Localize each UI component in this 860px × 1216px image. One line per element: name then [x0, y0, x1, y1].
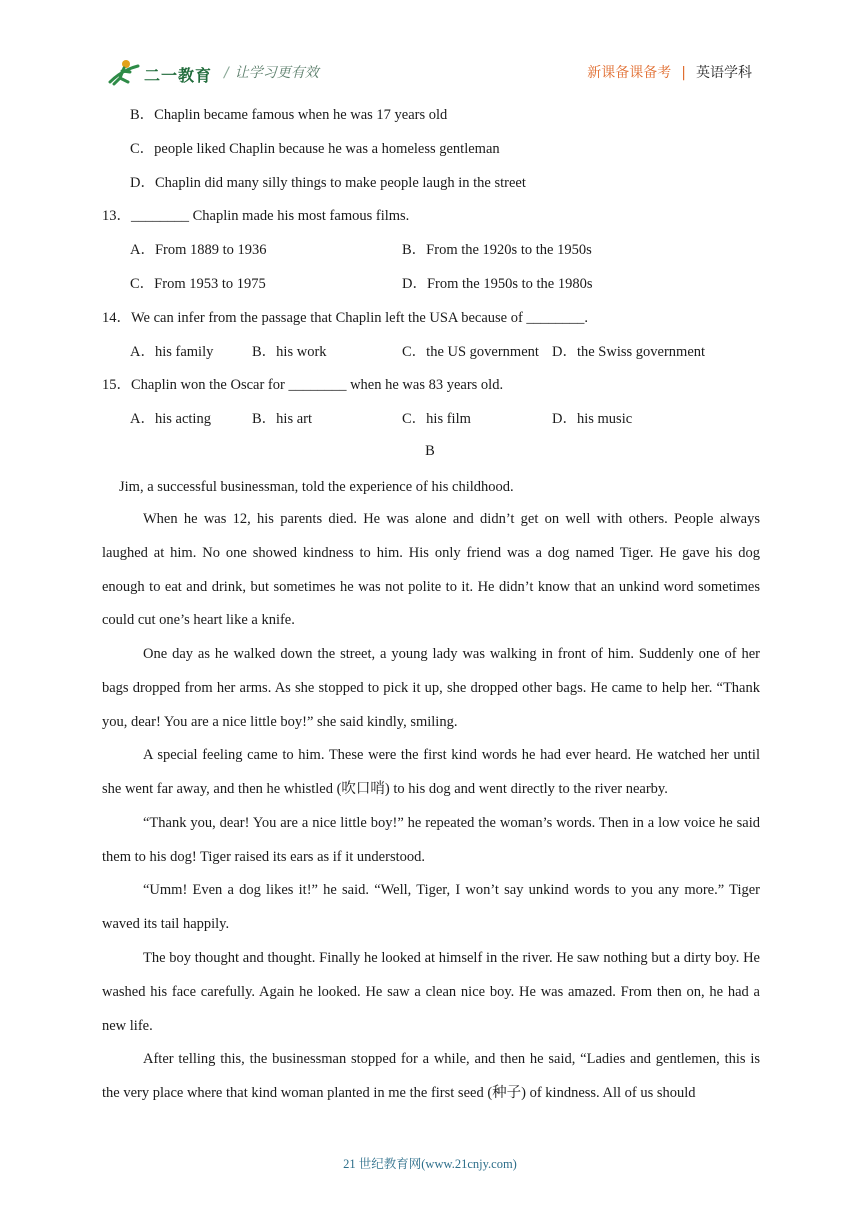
passage-paragraph: When he was 12, his parents died. He was alone and didn’t get on well with others. People always laughed at him. No one showed kindness to him. His only friend was a dog named Tiger. He gave his dog enough to eat and drink, but sometimes he was not polite to it. He didn’t know that an unkind word sometimes could cut one’s heart like a knife. [102, 511, 760, 629]
passage-paragraph: “Umm! Even a dog likes it!” he said. “Well, Tiger, I won’t say unkind words to you any more.” Tiger waved its tail happily. [102, 882, 760, 932]
q15-option-d: D．his music [552, 411, 633, 427]
q12-option-d: D．Chaplin did many silly things to make people laugh in the street [130, 175, 526, 191]
slogan-text: 让学习更有效 [234, 65, 319, 81]
q15-stem: 15．Chaplin won the Oscar for ________ when he was 83 years old. [102, 377, 504, 393]
passage-intro: Jim, a successful businessman, told the experience of his childhood. [119, 479, 514, 495]
passage-paragraph: “Thank you, dear! You are a nice little boy!” he repeated the woman’s words. Then in a low voice he said them to his dog! Tiger raised its ears as if it understood. [102, 815, 760, 865]
passage-paragraph: The boy thought and thought. Finally he looked at himself in the river. He saw nothing but a dirty boy. He washed his face carefully. Again he looked. He saw a clean nice boy. He was amazed. From then on, he had a new life. [102, 950, 760, 1034]
q13-option-d: D．From the 1950s to the 1980s [402, 276, 593, 292]
q13-option-c: C．From 1953 to 1975 [130, 276, 266, 292]
q14-stem: 14．We can infer from the passage that Chaplin left the USA because of ________. [102, 310, 589, 326]
q15-option-a: A．his acting [130, 411, 211, 427]
page-header [0, 0, 860, 96]
q14-option-c: C．the US government [402, 344, 539, 360]
q14-option-b: B．his work [252, 344, 327, 360]
passage-paragraph: One day as he walked down the street, a young lady was walking in front of him. Suddenly one of her bags dropped from her arms. As she stopped to pick it up, she dropped other bags. He came to help her. “Thank you, dear! You are a nice little boy!” she said kindly, smiling. [102, 646, 760, 730]
q15-option-b: B．his art [252, 411, 313, 427]
header-right [587, 62, 752, 82]
header-divider: | [681, 65, 686, 81]
logo-text: 二一教育 [144, 66, 213, 85]
q14-option-a: A．his family [130, 344, 214, 360]
q12-option-b: B．Chaplin became famous when he was 17 years old [130, 107, 448, 123]
header-subject-label: 英语学科 [696, 65, 752, 81]
section-b-heading: B [425, 443, 435, 459]
q13-option-b: B．From the 1920s to the 1950s [402, 242, 592, 258]
page-footer: 21 世纪教育网(www.21cnjy.com) [343, 1157, 517, 1171]
passage-paragraph: A special feeling came to him. These were the first kind words he had ever heard. He watched her until she went far away, and then he whistled (吹口哨) to his dog and went directly to the river nearby. [102, 747, 760, 797]
passage-paragraph: After telling this, the businessman stopped for a while, and then he said, “Ladies and gentlemen, this is the very place where that kind woman planted in me the first seed (种子) of kindness. All of us should [102, 1051, 760, 1101]
header-slogan [224, 62, 319, 82]
q12-option-c: C．people liked Chaplin because he was a homeless gentleman [130, 141, 500, 157]
q13-option-a: A．From 1889 to 1936 [130, 242, 267, 258]
q14-option-d: D．the Swiss government [552, 344, 706, 360]
q15-option-c: C．his film [402, 411, 471, 427]
header-course-label: 新课备课备考 [587, 65, 672, 81]
slogan-separator: / [224, 65, 229, 81]
q13-stem: 13．________ Chaplin made his most famous films. [102, 208, 410, 224]
